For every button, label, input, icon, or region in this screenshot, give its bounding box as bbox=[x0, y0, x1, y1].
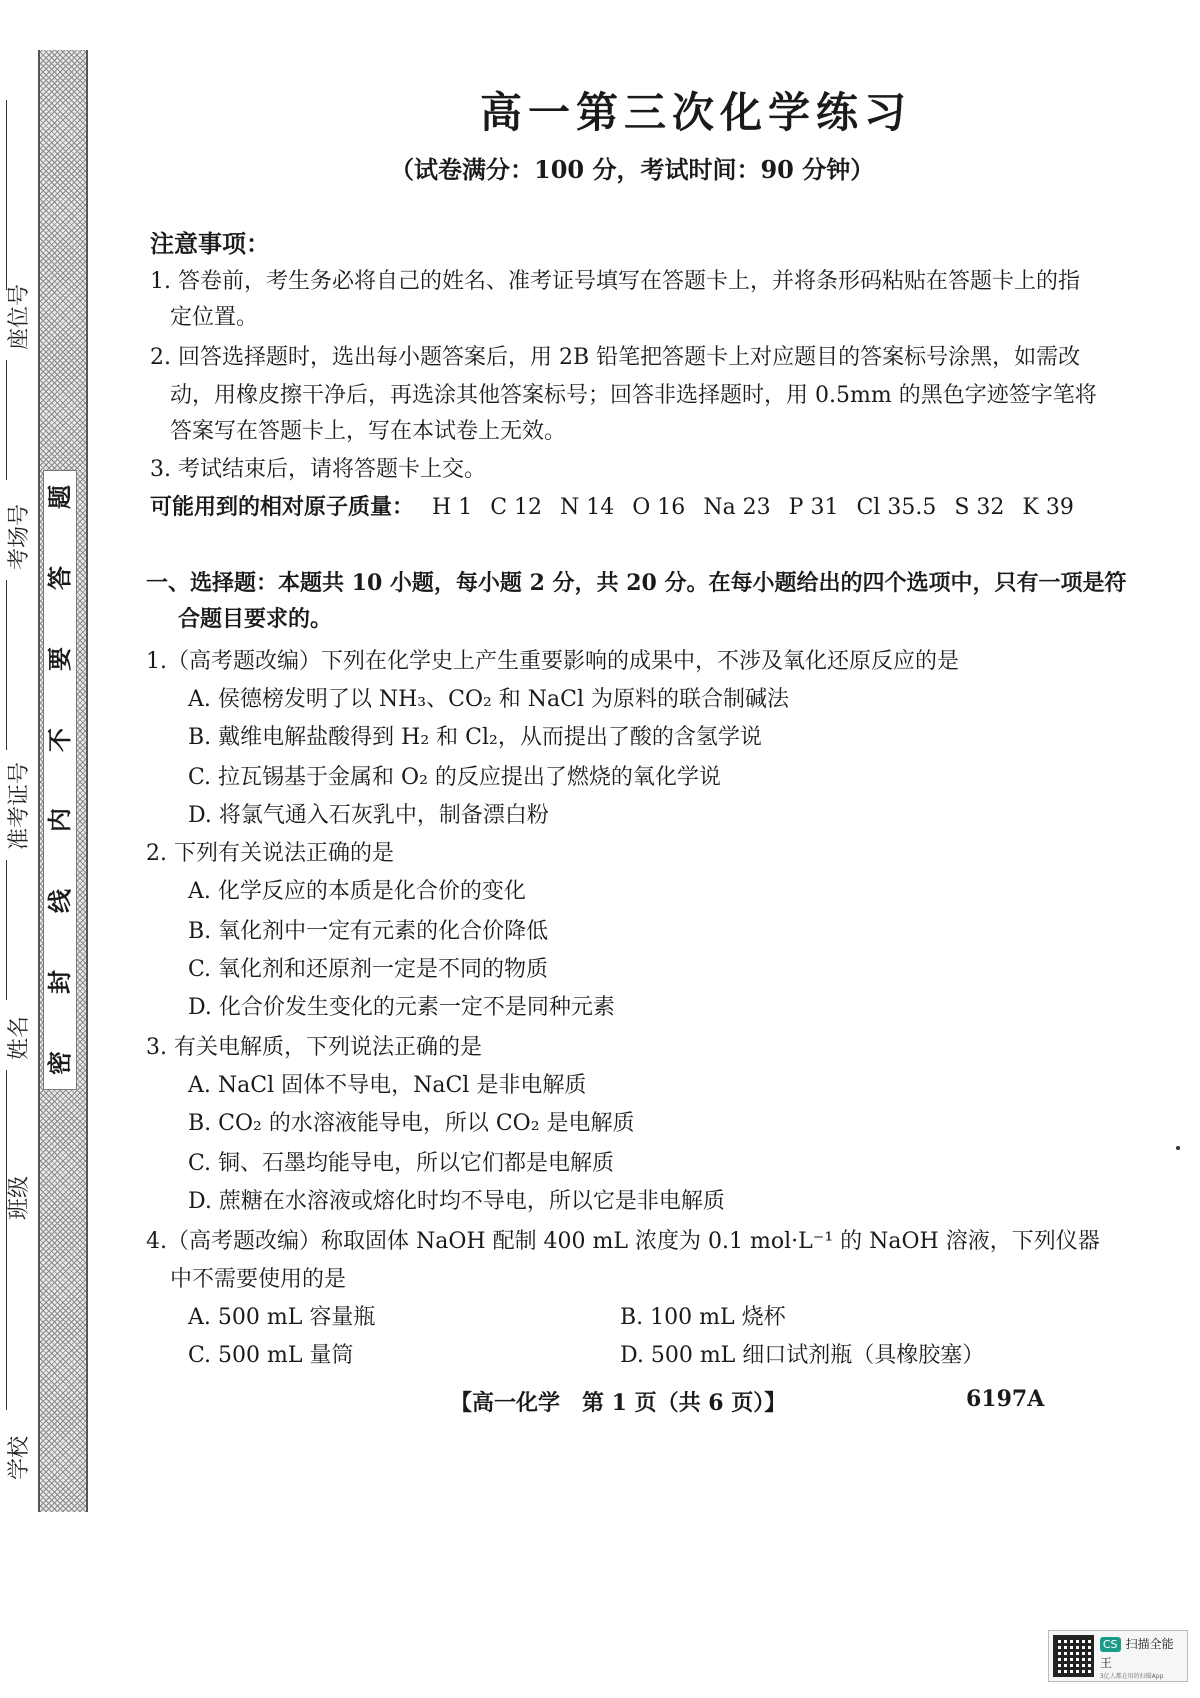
note-2-line-1: 2. 回答选择题时，选出每小题答案后，用 2B 铅笔把答题卡上对应题目的答案标号涂黑，如需改 bbox=[150, 345, 1081, 370]
question-3-stem: 3. 有关电解质，下列说法正确的是 bbox=[146, 1035, 482, 1060]
seal-char: 题 bbox=[45, 485, 74, 509]
seal-char: 线 bbox=[45, 889, 74, 914]
question-1-option-c: C. 拉瓦锡基于金属和 O₂ 的反应提出了燃烧的氧化学说 bbox=[188, 765, 721, 790]
page-title: 高一第三次化学练习 bbox=[480, 88, 913, 137]
question-2-option-b: B. 氧化剂中一定有元素的化合价降低 bbox=[188, 919, 549, 944]
question-2-option-c: C. 氧化剂和还原剂一定是不同的物质 bbox=[188, 957, 549, 982]
question-3-option-d: D. 蔗糖在水溶液或熔化时均不导电，所以它是非电解质 bbox=[188, 1189, 725, 1214]
question-4-option-c: C. 500 mL 量筒 bbox=[188, 1343, 354, 1368]
seal-char: 答 bbox=[45, 565, 74, 590]
question-1-stem: 1.（高考题改编）下列在化学史上产生重要影响的成果中，不涉及氧化还原反应的是 bbox=[146, 649, 959, 674]
note-2-line-3: 答案写在答题卡上，写在本试卷上无效。 bbox=[170, 419, 567, 444]
question-4-stem: 4.（高考题改编）称取固体 NaOH 配制 400 mL 浓度为 0.1 mol·L⁻¹ 的 NaOH 溶液，下列仪器 bbox=[146, 1229, 1100, 1254]
fill-line-name bbox=[6, 860, 7, 1000]
label-exam-id: 准考证号 bbox=[7, 761, 32, 850]
question-4-option-d: D. 500 mL 细口试剂瓶（具橡胶塞） bbox=[620, 1343, 985, 1368]
section-1-heading: 一、选择题：本题共 10 小题，每小题 2 分，共 20 分。在每小题给出的四个选项中，只有一项是符 bbox=[146, 570, 1127, 596]
mass-item: K 39 bbox=[1022, 495, 1074, 520]
paper-code: 6197A bbox=[966, 1386, 1045, 1412]
question-4-option-a: A. 500 mL 容量瓶 bbox=[188, 1305, 376, 1330]
scanner-watermark bbox=[1048, 1630, 1188, 1682]
label-name: 姓名 bbox=[7, 1015, 32, 1060]
seal-char: 不 bbox=[45, 727, 74, 752]
question-2-stem: 2. 下列有关说法正确的是 bbox=[146, 841, 394, 866]
question-2-option-a: A. 化学反应的本质是化合价的变化 bbox=[188, 879, 526, 904]
mass-item: N 14 bbox=[560, 495, 615, 520]
question-4-option-b: B. 100 mL 烧杯 bbox=[620, 1305, 786, 1330]
mass-item: Cl 35.5 bbox=[856, 495, 937, 520]
seal-char: 要 bbox=[45, 646, 74, 671]
binding-margin bbox=[0, 60, 40, 1530]
seal-char: 封 bbox=[45, 970, 74, 995]
question-3-option-a: A. NaCl 固体不导电，NaCl 是非电解质 bbox=[188, 1073, 587, 1098]
scanner-name: 扫描全能王 bbox=[1099, 1636, 1174, 1670]
scanner-tagline: 3亿人都在用的扫描App bbox=[1099, 1672, 1164, 1680]
binding-hatch-strip bbox=[38, 50, 88, 1512]
question-1-option-b: B. 戴维电解盐酸得到 H₂ 和 Cl₂，从而提出了酸的含氢学说 bbox=[188, 725, 762, 750]
stray-mark bbox=[1176, 1146, 1180, 1150]
seal-line-notice bbox=[43, 470, 77, 1090]
seal-char: 内 bbox=[45, 808, 74, 833]
question-2-option-d: D. 化合价发生变化的元素一定不是同种元素 bbox=[188, 995, 615, 1020]
mass-item: H 1 bbox=[432, 495, 473, 520]
scanner-logo-icon: CS bbox=[1100, 1637, 1121, 1652]
qr-code-icon bbox=[1053, 1635, 1094, 1677]
mass-item: S 32 bbox=[954, 495, 1005, 520]
atomic-masses bbox=[150, 490, 1074, 521]
fill-line-room bbox=[6, 360, 7, 480]
mass-item: Na 23 bbox=[703, 495, 771, 520]
fill-line-seat bbox=[6, 100, 7, 290]
question-1-option-d: D. 将氯气通入石灰乳中，制备漂白粉 bbox=[188, 803, 549, 828]
section-1-heading-cont: 合题目要求的。 bbox=[178, 606, 333, 632]
question-1-option-a: A. 侯德榜发明了以 NH₃、CO₂ 和 NaCl 为原料的联合制碱法 bbox=[188, 687, 790, 712]
question-4-stem-cont: 中不需要使用的是 bbox=[170, 1267, 347, 1292]
note-1-line-1: 1. 答卷前，考生务必将自己的姓名、准考证号填写在答题卡上，并将条形码粘贴在答题卡上的指 bbox=[150, 269, 1080, 294]
label-room-number: 考场号 bbox=[7, 503, 32, 570]
note-3: 3. 考试结束后，请将答题卡上交。 bbox=[150, 457, 486, 482]
mass-item: P 31 bbox=[788, 495, 839, 520]
seal-char: 密 bbox=[45, 1050, 74, 1075]
fill-line-exam-id bbox=[6, 580, 7, 750]
fill-line-school bbox=[6, 1230, 7, 1410]
question-3-option-c: C. 铜、石墨均能导电，所以它们都是电解质 bbox=[188, 1151, 615, 1176]
question-3-option-b: B. CO₂ 的水溶液能导电，所以 CO₂ 是电解质 bbox=[188, 1111, 635, 1136]
label-class: 班级 bbox=[7, 1175, 32, 1220]
notes-heading: 注意事项： bbox=[150, 229, 270, 258]
mass-item: C 12 bbox=[490, 495, 543, 520]
mass-item: O 16 bbox=[632, 495, 686, 520]
page-footer: 【高一化学 第 1 页（共 6 页）】 bbox=[450, 1390, 787, 1416]
label-school: 学校 bbox=[7, 1435, 32, 1480]
note-2-line-2: 动，用橡皮擦干净后，再选涂其他答案标号；回答非选择题时，用 0.5mm 的黑色字迹签字笔将 bbox=[170, 383, 1097, 408]
atomic-masses-label: 可能用到的相对原子质量： bbox=[150, 494, 415, 520]
exam-info: （试卷满分：100 分，考试时间：90 分钟） bbox=[390, 155, 875, 184]
label-seat-number: 座位号 bbox=[7, 283, 32, 350]
note-1-line-2: 定位置。 bbox=[170, 305, 259, 330]
